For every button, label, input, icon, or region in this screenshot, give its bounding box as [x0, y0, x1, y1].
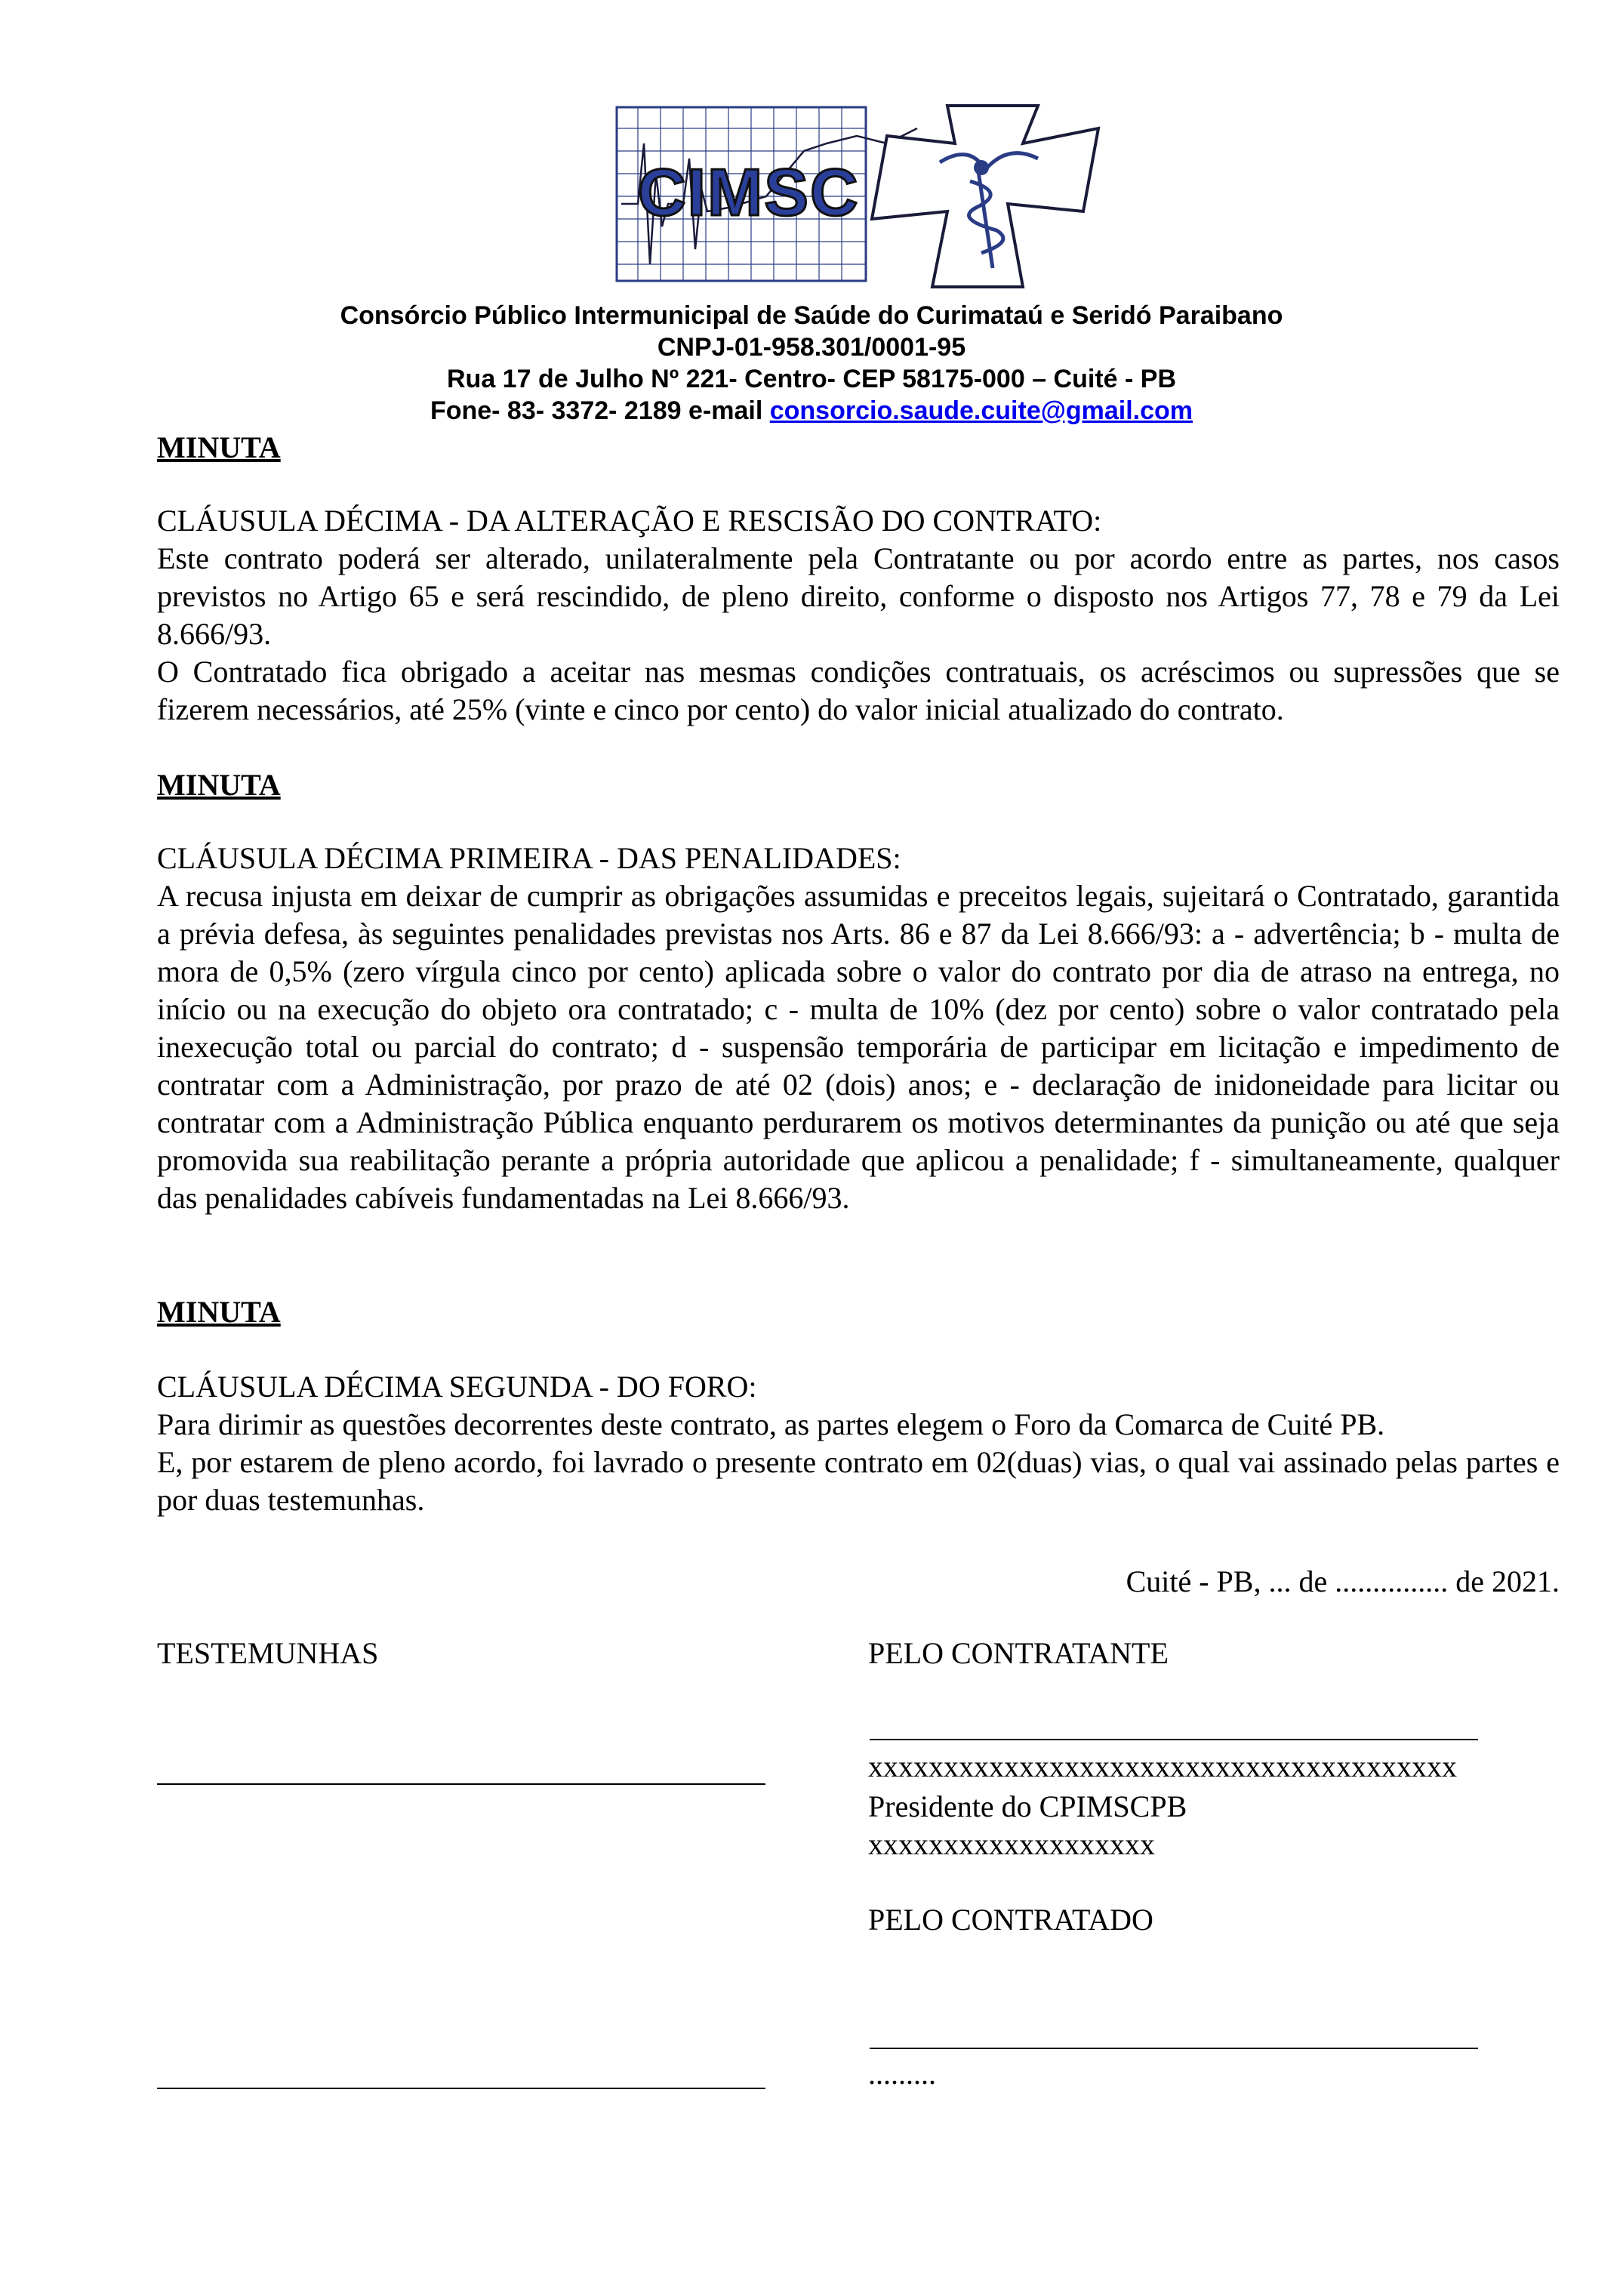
witness-signature-line-2 [157, 2088, 765, 2089]
minuta-heading: MINUTA [157, 430, 281, 464]
phone-text: Fone- 83- 3372- 2189 e-mail [430, 396, 770, 425]
witnesses-label: TESTEMUNHAS [157, 1636, 379, 1670]
clause-title: CLÁUSULA DÉCIMA SEGUNDA - DO FORO: [157, 1370, 757, 1404]
cimsc-logo [615, 98, 1106, 296]
clause-paragraph: Para dirimir as questões decorrentes deste contrato, as partes elegem o Foro da Comarca de Cuité PB. [157, 1407, 1385, 1441]
logo-text: CIMSC [638, 155, 860, 230]
contratante-id: xxxxxxxxxxxxxxxxxxx [868, 1827, 1155, 1861]
org-name: Consórcio Público Intermunicipal de Saúde do Curimataú e Seridó Paraibano [340, 301, 1283, 330]
contact-line [226, 395, 1397, 427]
clause-title: CLÁUSULA DÉCIMA PRIMEIRA - DAS PENALIDADES: [157, 841, 901, 875]
email-link[interactable]: consorcio.saude.cuite@gmail.com [769, 396, 1193, 425]
clause-paragraph: O Contratado fica obrigado a aceitar nas mesmas condições contratuais, os acréscimos ou supressões que se fizerem necessários, até 25% (vinte e cinco por cento) do valor inicial atualizado do contrato. [157, 655, 1560, 726]
clause-title: CLÁUSULA DÉCIMA - DA ALTERAÇÃO E RESCISÃO DO CONTRATO: [157, 504, 1102, 538]
clause-paragraph: Este contrato poderá ser alterado, unilateralmente pela Contratante ou por acordo entre as partes, nos casos previstos no Artigo 65 e será rescindido, de pleno direito, conforme o disposto nos Artigos 77, 78 e 79 da Lei 8.666/93. [157, 541, 1560, 651]
contratante-signature-line [870, 1739, 1478, 1740]
contratado-signature-line [870, 2048, 1478, 2049]
clause-paragraph: E, por estarem de pleno acordo, foi lavrado o presente contrato em 02(duas) vias, o qual vai assinado pelas partes e por duas testemunhas. [157, 1445, 1560, 1517]
cnpj: CNPJ-01-958.301/0001-95 [657, 333, 966, 362]
minuta-heading: MINUTA [157, 1295, 281, 1329]
contratante-role: Presidente do CPIMSCPB [868, 1789, 1187, 1823]
date-line: Cuité - PB, ... de ............... de 2021. [1126, 1564, 1560, 1598]
contratante-name: xxxxxxxxxxxxxxxxxxxxxxxxxxxxxxxxxxxxxxx [868, 1749, 1457, 1783]
witness-signature-line-1 [157, 1783, 765, 1785]
contratante-label: PELO CONTRATANTE [868, 1636, 1169, 1670]
clause-paragraph: A recusa injusta em deixar de cumprir as obrigações assumidas e preceitos legais, sujeitará o Contratado, garantida a prévia defesa, às seguintes penalidades previstas nos Arts. 86 e 87 da Lei 8.666/93: a - advertência; b - multa de mora de 0,5% (zero vírgula cinco por cento) aplicada sobre o valor do contrato por dia de atraso na entrega, no início ou na execução do objeto ora contratado; c - multa de 10% (dez por cento) sobre o valor contratado pela inexecução total ou parcial do contrato; d - suspensão temporária de participar em licitação e impedimento de contratar com a Administração, por prazo de até 02 (dois) anos; e - declaração de inidoneidade para licitar ou contratar com a Administração Pública enquanto perdurarem os motivos determinantes da punição ou até que seja promovida sua reabilitação perante a própria autoridade que aplicou a penalidade; f - simultaneamente, qualquer das penalidades cabíveis fundamentadas na Lei 8.666/93. [157, 879, 1560, 1215]
address: Rua 17 de Julho Nº 221- Centro- CEP 58175-000 – Cuité - PB [447, 365, 1176, 393]
contratado-label: PELO CONTRATADO [868, 1903, 1153, 1937]
contratado-name: ......... [868, 2057, 936, 2091]
minuta-heading: MINUTA [157, 768, 281, 802]
